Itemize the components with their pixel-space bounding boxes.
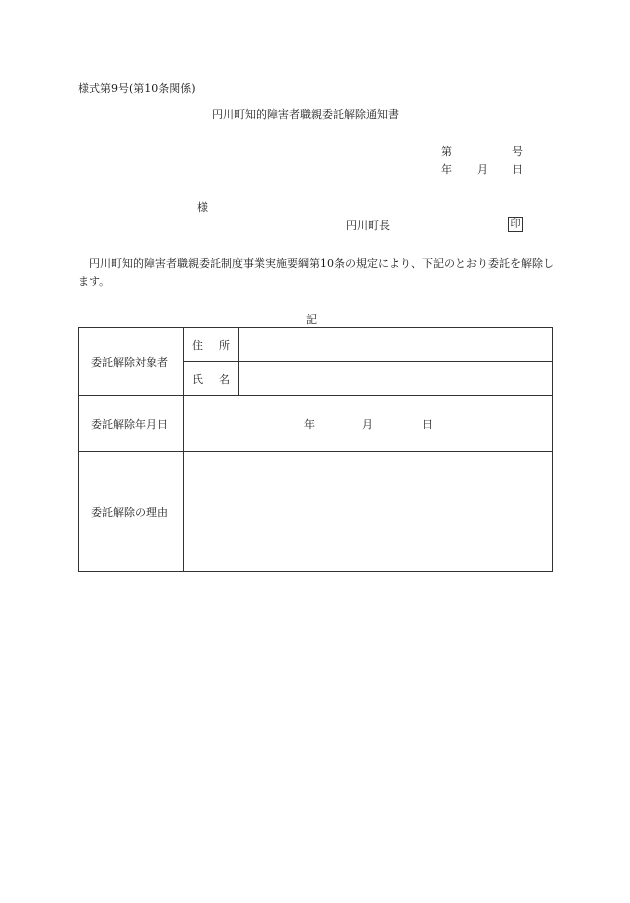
- document-number-label: 第: [441, 145, 452, 158]
- address-value: [239, 328, 553, 362]
- issuer-title: 円川町長: [346, 219, 390, 232]
- form-number: 様式第9号(第10条関係): [78, 82, 196, 95]
- ki-heading: 記: [306, 313, 317, 326]
- address-label-cell: [184, 328, 246, 362]
- termination-date-month: 月: [362, 417, 373, 431]
- address-label: 住所: [192, 338, 246, 352]
- document-number-suffix: 号: [512, 145, 523, 158]
- name-label-cell: [184, 362, 246, 396]
- table-row: [79, 328, 553, 362]
- termination-reason-value: [184, 452, 553, 572]
- issue-date-day: 日: [512, 163, 523, 176]
- termination-date-label: 委託解除年月日: [79, 396, 184, 452]
- termination-date-day: 日: [422, 417, 433, 431]
- table-row: [79, 452, 553, 572]
- target-person-label: 委託解除対象者: [79, 328, 184, 396]
- termination-date-year: 年: [304, 417, 315, 431]
- name-value: [239, 362, 553, 396]
- termination-reason-label: 委託解除の理由: [79, 452, 184, 572]
- issue-date-month: 月: [477, 163, 488, 176]
- issue-date-year: 年: [441, 163, 452, 176]
- document-title: 円川町知的障害者職親委託解除通知書: [212, 108, 399, 121]
- table-row: [79, 396, 553, 452]
- body-paragraph: 円川町知的障害者職親委託制度事業実施要綱第10条の規定により、下記のとおり委託を解除します。: [78, 257, 554, 288]
- seal-mark: 印: [508, 217, 523, 232]
- name-label: 氏名: [192, 372, 246, 386]
- termination-date-value: [184, 396, 553, 452]
- termination-form-table: [78, 327, 553, 572]
- addressee-honorific: 様: [197, 201, 208, 214]
